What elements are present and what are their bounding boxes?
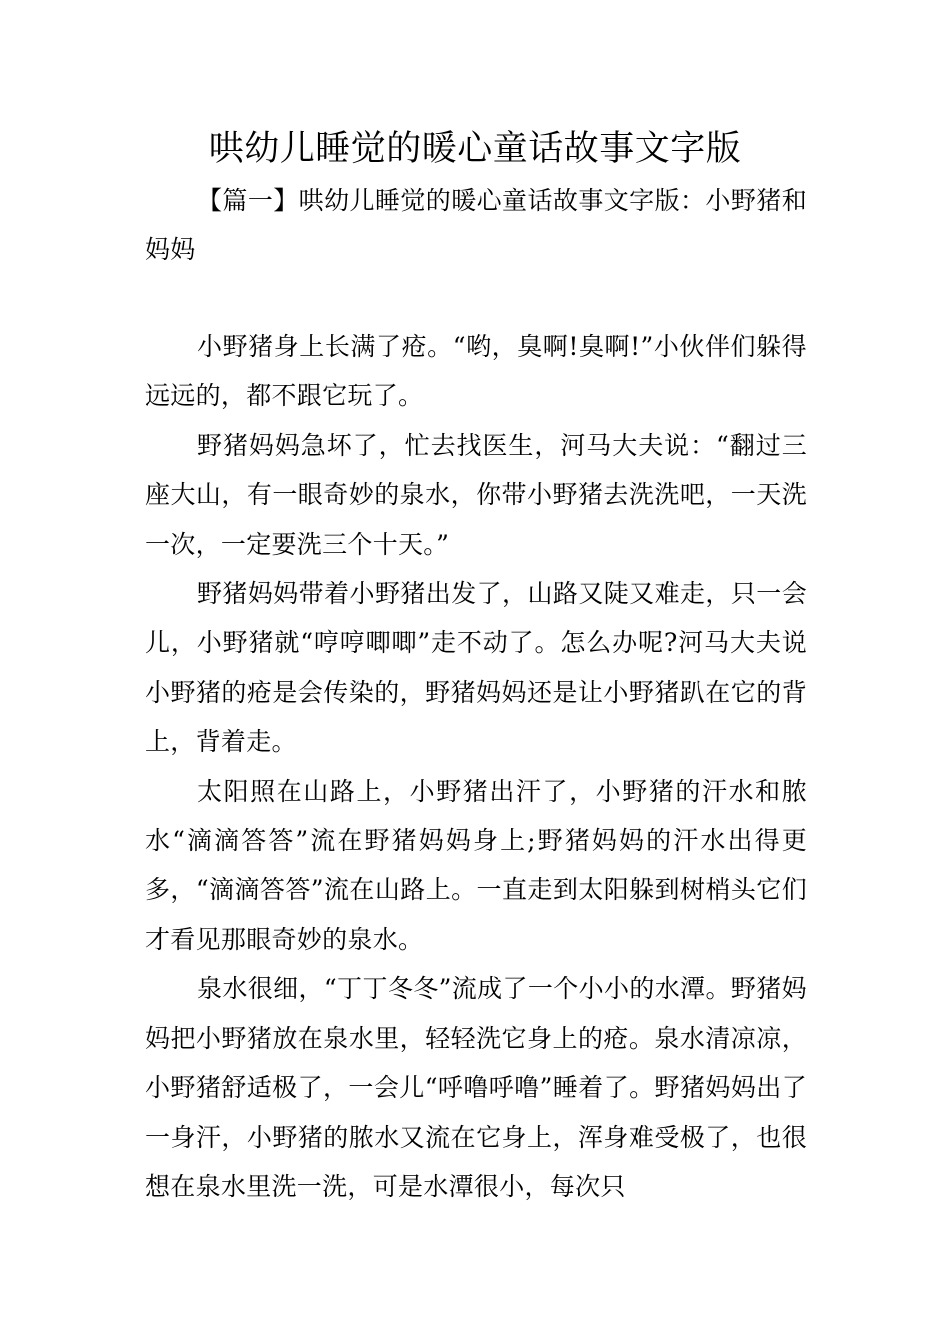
- story-paragraph: 泉水很细，“丁丁冬冬”流成了一个小小的水潭。野猪妈妈把小野猪放在泉水里，轻轻洗它身上的疮。泉水清凉凉，小野猪舒适极了，一会儿“呼噜呼噜”睡着了。野猪妈妈出了一身汗，小野猪的脓水又流在它身上，浑身难受极了，也很想在泉水里洗一洗，可是水潭很小，每次只: [145, 974, 807, 1201]
- document-title: 哄幼儿睡觉的暖心童话故事文字版: [208, 129, 742, 169]
- story-paragraph: 野猪妈妈急坏了，忙去找医生，河马大夫说：“翻过三座大山，有一眼奇妙的泉水，你带小野猪去洗洗吧，一天洗一次，一定要洗三个十天。”: [145, 430, 807, 559]
- story-paragraph: 小野猪身上长满了疮。“哟，臭啊!臭啊!”小伙伴们躲得远远的，都不跟它玩了。: [145, 332, 807, 411]
- story-paragraph: 太阳照在山路上，小野猪出汗了，小野猪的汗水和脓水“滴滴答答”流在野猪妈妈身上;野猪妈妈的汗水出得更多，“滴滴答答”流在山路上。一直走到太阳躲到树梢头它们才看见那眼奇妙的泉水。: [145, 776, 807, 954]
- section-heading: 【篇一】哄幼儿睡觉的暖心童话故事文字版：小野猪和妈妈: [145, 186, 807, 264]
- story-body: [145, 322, 807, 1211]
- story-paragraph: 野猪妈妈带着小野猪出发了，山路又陡又难走，只一会儿，小野猪就“哼哼唧唧”走不动了。怎么办呢?河马大夫说小野猪的疮是会传染的，野猪妈妈还是让小野猪趴在它的背上，背着走。: [145, 579, 807, 757]
